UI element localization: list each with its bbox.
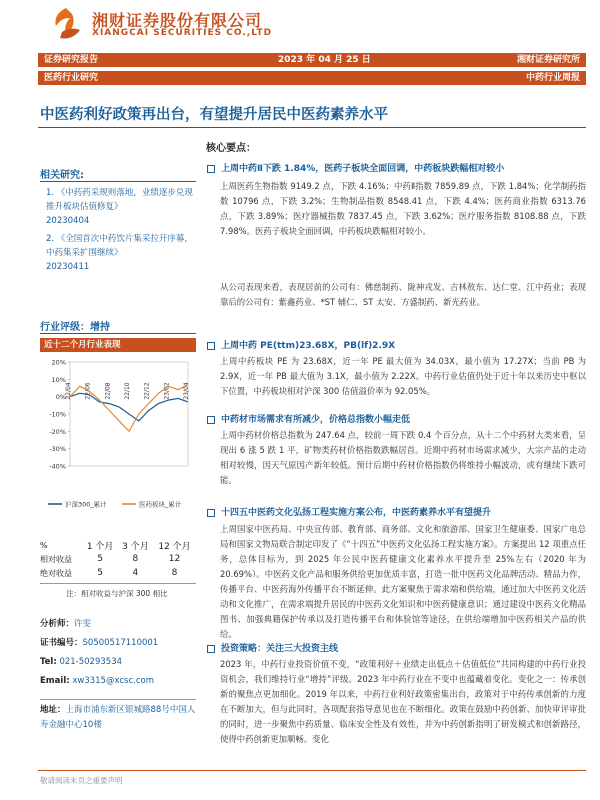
y-tick-label: -30% [49, 445, 66, 454]
x-tick-label: 23/04 [183, 382, 190, 400]
related-item[interactable]: 1. 《中药药采规则落地，业绩逐步兑现推升板块估值修复》 [46, 188, 193, 212]
table-divider [40, 583, 196, 584]
sidebar-divider [40, 333, 196, 334]
table-header: % [40, 540, 48, 550]
industry-rating: 行业评级：增持 [40, 322, 110, 333]
address-block [40, 703, 200, 733]
analyst-name: 许雯 [74, 619, 92, 629]
square-bullet-icon [207, 342, 215, 350]
section-title: 十四五中医药文化弘扬工程实施方案公布，中医药素养水平有望提升 [207, 505, 491, 518]
institute-name: 湘财证券研究所 [516, 55, 580, 65]
email-link[interactable]: xw3315@xcsc.com [72, 676, 154, 686]
section-title: 投资策略：关注三大投资主线 [207, 641, 338, 654]
related-research-list [46, 186, 196, 274]
section-paragraph: 上周中药材价格总指数为 247.64 点，较前一周下跌 0.4 个百分点，从十二个中药材大类来看，呈现出 6 涨 5 跌 1 平，矿物类药材价格指数跌幅居首。近期中药材市场需求减少，大宗产品的走动相对较慢，因天气原因产新年较低。预计后期中药材价格指数仍将维持小幅波动，或有继续下跌可能。 [220, 430, 586, 485]
brand-name-cn: 湘财证券股份有限公司 [92, 11, 263, 30]
square-bullet-icon [207, 509, 215, 517]
y-tick-label: 0% [55, 393, 66, 402]
legend-label: 医药板块_累计 [139, 500, 182, 509]
x-tick-label: 22/06 [84, 382, 92, 400]
x-tick-label: 22/04 [65, 382, 72, 400]
cert-number: S0500517110001 [82, 638, 159, 648]
table-row [40, 552, 196, 566]
x-tick-label: 22/08 [104, 382, 112, 400]
section-title: 上周中药Ⅱ下跌 1.84%，医药子板块全面回调，中药板块跌幅相对较小 [207, 161, 504, 174]
table-cell: 5 [97, 568, 103, 578]
cert-label: 证书编号： [40, 638, 83, 648]
legend-label: 沪深300_累计 [65, 500, 107, 509]
research-category: 医药行业研究 [44, 73, 99, 83]
x-tick-label: 22/10 [124, 382, 131, 400]
section-title: 上周中药 PE(ttm)23.68X，PB(lf)2.9X [207, 338, 395, 351]
company-logo [48, 6, 84, 42]
analyst-label: 分析师： [40, 619, 75, 629]
email-label: Email: [40, 676, 70, 686]
tel-label: Tel: [40, 657, 57, 667]
table-header-row [40, 538, 196, 552]
y-tick-label: 20% [51, 358, 66, 367]
table-cell: 5 [97, 554, 103, 564]
y-tick-label: -10% [49, 410, 66, 419]
x-tick-label: 22/12 [143, 382, 151, 400]
footer-disclaimer: 敬请阅读末页之重要声明 [40, 776, 123, 785]
table-cell: 8 [132, 554, 139, 564]
y-tick-label: -40% [49, 462, 66, 471]
table-cell: 12 [168, 554, 181, 564]
core-points-title: 核心要点： [206, 143, 256, 154]
related-item-date: 20230411 [46, 262, 90, 272]
title-divider [38, 127, 586, 128]
square-bullet-icon [207, 416, 215, 424]
section-paragraph: 上周国家中医药局、中央宣传部、教育部、商务部、文化和旅游部、国家卫生健康委、国家广电总局和国家文物局联合制定印发了《“十四五”中医药文化弘扬工程实施方案》。方案提出 12 项重点任务，总体目标为，到 2025 年公民中医药健康文化素养水平提升至 25%左右（2020 年为 20.69%）。中医药文化产品和服务供给更加优质丰富，打造一批中医药文化品牌活动、精品力作，传播平台、中医药海外传播平台不断延伸。此方案聚焦于需求端和供给端，通过加大中医药文化活动和文化推广，在需求端提升居民的中医药文化知识和中医药健康意识；通过建设中医药文化精品图书、加强典籍保护传承以及打造传播平台和体验馆等途径，在供给端增加中医药相关产品的供给。 [220, 524, 586, 639]
related-item-date: 20230404 [46, 216, 90, 226]
square-bullet-icon [207, 645, 215, 653]
table-header: 1 个月 [86, 541, 114, 552]
table-cell: 相对收益 [40, 554, 72, 564]
related-item[interactable]: 2. 《全国首次中药饮片集采拉开序幕，中药集采扩围继续》 [46, 234, 193, 258]
table-row [40, 566, 196, 580]
square-bullet-icon [207, 165, 215, 173]
performance-table [40, 538, 196, 580]
table-cell: 8 [171, 568, 178, 578]
table-header: 3 个月 [122, 541, 149, 552]
performance-chart [40, 354, 196, 536]
x-tick-label: 23/02 [163, 382, 171, 400]
table-cell: 绝对收益 [40, 568, 72, 578]
address-label: 地址： [40, 705, 66, 715]
report-series: 中药行业周报 [525, 73, 580, 83]
chart-title: 近十二个月行业表现 [40, 338, 196, 352]
brand-name-en: XIANGCAI SECURITIES CO.,LTD [92, 28, 273, 38]
report-date: 2023 年 04 月 25 日 [278, 55, 371, 65]
y-tick-label: -20% [49, 427, 66, 436]
y-tick-label: 10% [51, 375, 66, 384]
section-paragraph: 从公司表现来看，表现居前的公司有：佛慈制药、陇神戎发、吉林敖东、达仁堂、江中药业；表现靠后的公司有：紫鑫药业、*ST 辅仁、ST 太安、方盛制药、新光药业。 [220, 282, 586, 307]
sidebar-divider [40, 181, 196, 182]
page-title: 中医药利好政策再出台，有望提升居民中医药素养水平 [40, 107, 388, 123]
table-note: 注：相对收益与沪深 300 相比 [66, 589, 168, 598]
section-paragraph: 上周中药板块 PE 为 23.68X，近一年 PE 最大值为 34.03X，最小值为 17.27X；当前 PB 为 2.9X，近一年 PB 最大值为 3.1X，最小值为 2.22X。中药行业估值仍处于近十年以来历史中枢以下位置，中药板块相对沪深 300 估值溢价率为 92.05%。 [220, 356, 586, 396]
report-type: 证券研究报告 [44, 55, 99, 65]
header-bar-top [38, 53, 586, 67]
header-bar-bottom [38, 71, 586, 85]
tel-number: 021-50293534 [59, 657, 123, 667]
analyst-info [40, 615, 200, 691]
sidebar-divider [40, 699, 196, 700]
address-text: 上海市浦东新区银城路88号中国人寿金融中心10楼 [40, 705, 196, 730]
section-paragraph: 2023 年，中药行业投资价值不变，“政策利好＋业绩走出低点＋估值低位”共同构建的中药行业投资机会，我们维持行业“增持”评级。2023 年中药行业在不变中也蕴藏着变化。变化之一：传承创新的聚焦点更加细化。2019 年以来，中药行业利好政策密集出台，政策对于中药传承创新的力度在不断加大，但与此同时，各项配套指导意见也在不断细化。政策在鼓励中药创新、加快审评审批的同时，进一步聚焦中药质量、临床安全性及有效性，并为中药创新指明了研发模式和创新路径，使得中药创新更加顺畅。变化 [220, 659, 586, 744]
section-title: 中药材市场需求有所减少，价格总指数小幅走低 [207, 412, 410, 425]
footer-divider [38, 770, 586, 771]
section-paragraph: 上周医药生物指数 9149.2 点，下跌 4.16%；中药Ⅱ指数 7859.89 点，下跌 1.84%；化学制药指数 10796 点，下跌 3.2%；生物制品指数 8548.41 点，下跌 4.4%；医药商业指数 6313.76 点，下跌 3.89%；医疗器械指数 7837.45 点，下跌 3.62%；医疗服务指数 8108.88 点，下跌 7.98%。医药子板块全面回调，中药板块跌幅相对较小。 [220, 181, 586, 236]
related-research-title: 相关研究: [40, 170, 84, 181]
table-cell: 4 [132, 568, 139, 578]
table-header: 12 个月 [158, 541, 191, 552]
